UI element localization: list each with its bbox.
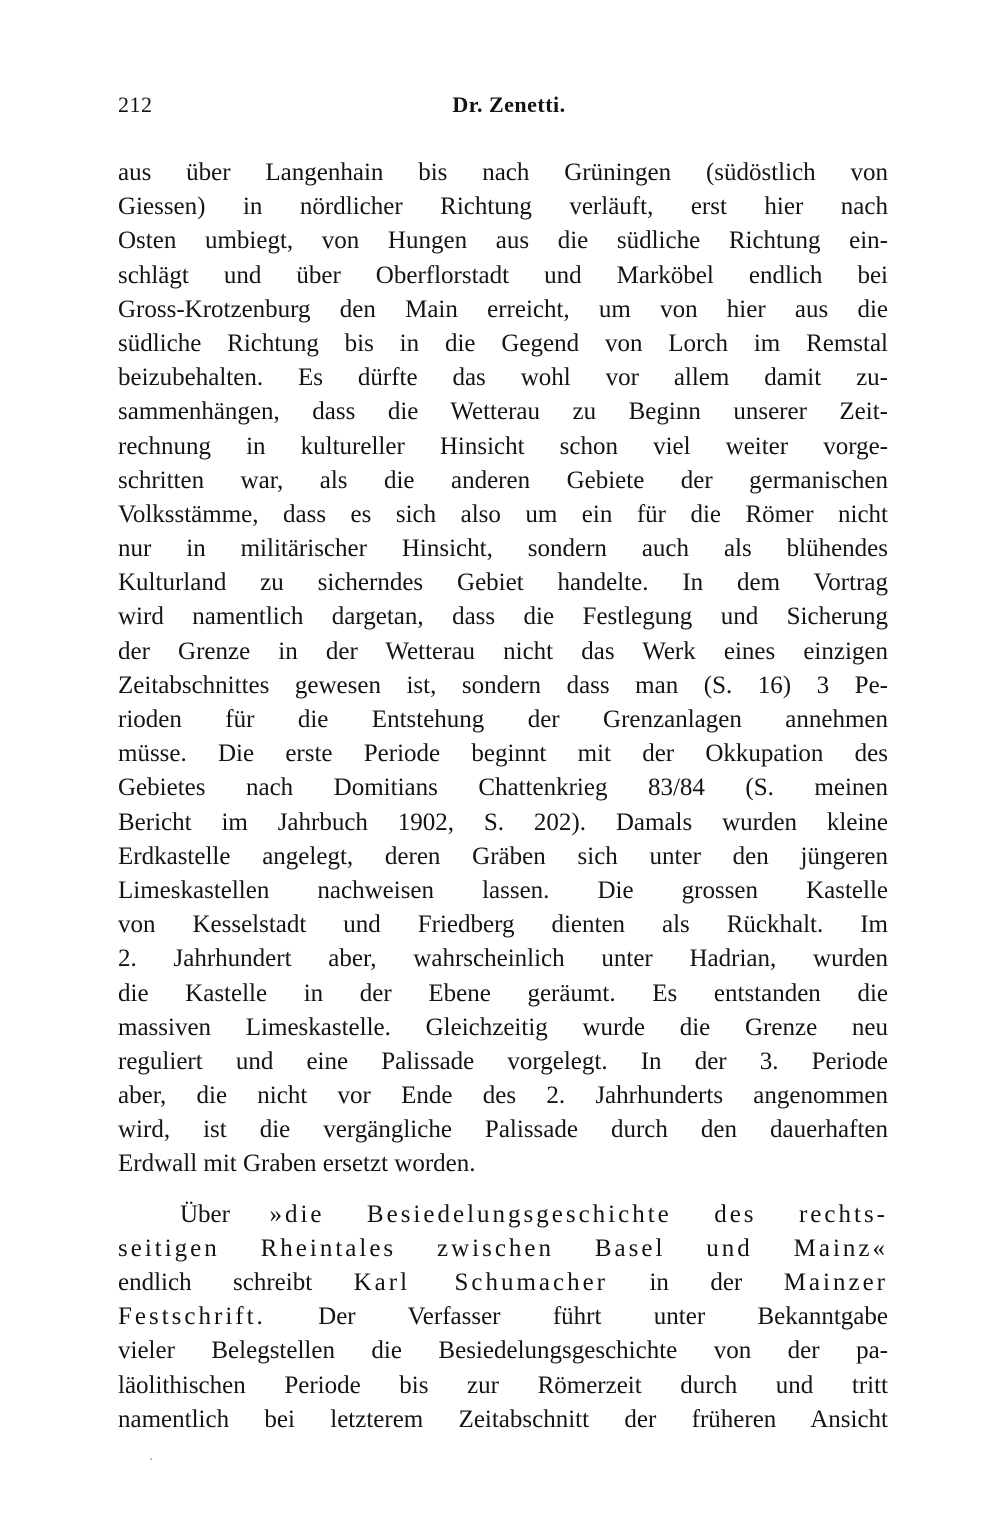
text-line: müsse. Die erste Periode beginnt mit der Okkupation des — [118, 740, 888, 768]
text-line: Zeitabschnittes gewesen ist, sondern dass man (S. 16) 3 Pe- — [118, 671, 888, 699]
emphasized-title: seitigen Rheintales zwischen Basel und Mainz« — [118, 1234, 888, 1262]
page-header — [118, 92, 900, 124]
publication-name: Mainzer — [783, 1269, 888, 1296]
text-line: die Kastelle in der Ebene geräumt. Es entstanden die — [118, 979, 888, 1007]
text-line: sammenhängen, dass die Wetterau zu Beginn unserer Zeit- — [118, 398, 888, 426]
paragraph-1 — [118, 156, 888, 1182]
text-line: der Grenze in der Wetterau nicht das Werk eines einzigen — [118, 637, 888, 665]
text-line — [118, 1266, 888, 1300]
text-line: von Kesselstadt und Friedberg dienten als Rückhalt. Im — [118, 911, 888, 939]
text-line: Gebietes nach Domitians Chattenkrieg 83/84 (S. meinen — [118, 774, 888, 802]
text-line: rechnung in kultureller Hinsicht schon viel weiter vorge- — [118, 432, 888, 460]
text-segment: endlich schreibt — [118, 1269, 354, 1296]
text-line: vieler Belegstellen die Besiedelungsgeschichte von der pa- — [118, 1337, 888, 1365]
text-line: Giessen) in nördlicher Richtung verläuft, erst hier nach — [118, 193, 888, 221]
text-line — [118, 1198, 888, 1232]
text-line: schlägt und über Oberflorstadt und Marköbel endlich bei — [118, 261, 888, 289]
text-line: Erdkastelle angelegt, deren Gräben sich unter den jüngeren — [118, 842, 888, 870]
page-speck — [150, 1458, 152, 1460]
text-line: wird namentlich dargetan, dass die Festlegung und Sicherung — [118, 603, 888, 631]
text-line: Volksstämme, dass es sich also um ein für die Römer nicht — [118, 500, 888, 528]
text-line: massiven Limeskastelle. Gleichzeitig wurde die Grenze neu — [118, 1013, 888, 1041]
text-line: Limeskastellen nachweisen lassen. Die grossen Kastelle — [118, 876, 888, 904]
text-line: beizubehalten. Es dürfte das wohl vor allem damit zu- — [118, 364, 888, 392]
author-name: Karl Schumacher — [353, 1269, 609, 1296]
text-line: südliche Richtung bis in die Gegend von Lorch im Remstal — [118, 329, 888, 357]
text-line: wird, ist die vergängliche Palissade durch den dauerhaften — [118, 1116, 888, 1144]
text-segment: Der Verfasser führt unter Bekanntgabe — [265, 1303, 888, 1331]
text-line: aber, die nicht vor Ende des 2. Jahrhunderts angenommen — [118, 1082, 888, 1110]
text-segment: in der — [608, 1269, 784, 1296]
text-line: nur in militärischer Hinsicht, sondern auch als blühendes — [118, 535, 888, 563]
paragraph-gap — [118, 1182, 888, 1198]
text-line: Erdwall mit Graben ersetzt worden. — [118, 1150, 476, 1178]
text-line: Kulturland zu sicherndes Gebiet handelte. In dem Vortrag — [118, 569, 888, 597]
text-line: reguliert und eine Palissade vorgelegt. In der 3. Periode — [118, 1047, 888, 1075]
paragraph-2 — [118, 1198, 888, 1437]
body-text — [118, 156, 888, 1437]
text-line: rioden für die Entstehung der Grenzanlagen annehmen — [118, 706, 888, 733]
text-line: Gross-Krotzenburg den Main erreicht, um von hier aus die — [118, 295, 888, 323]
text-line: Bericht im Jahrbuch 1902, S. 202). Damals wurden kleine — [118, 808, 888, 836]
text-segment: Über — [180, 1200, 270, 1228]
running-head: Dr. Zenetti. — [452, 92, 566, 117]
text-line: 2. Jahrhundert aber, wahrscheinlich unter Hadrian, wurden — [118, 945, 888, 973]
text-line — [118, 1232, 888, 1266]
text-line — [118, 1300, 888, 1334]
page-number: 212 — [118, 92, 153, 117]
text-line: schritten war, als die anderen Gebiete der germanischen — [118, 466, 888, 494]
emphasized-title: »die Besiedelungsgeschichte des rechts- — [269, 1200, 888, 1228]
text-line: läolithischen Periode bis zur Römerzeit durch und tritt — [118, 1371, 888, 1399]
publication-name: Festschrift. — [118, 1303, 266, 1331]
text-line: Osten umbiegt, von Hungen aus die südliche Richtung ein- — [118, 227, 888, 255]
text-line: aus über Langenhain bis nach Grüningen (südöstlich von — [118, 159, 888, 186]
text-line: namentlich bei letzterem Zeitabschnitt der früheren Ansicht — [118, 1405, 888, 1433]
